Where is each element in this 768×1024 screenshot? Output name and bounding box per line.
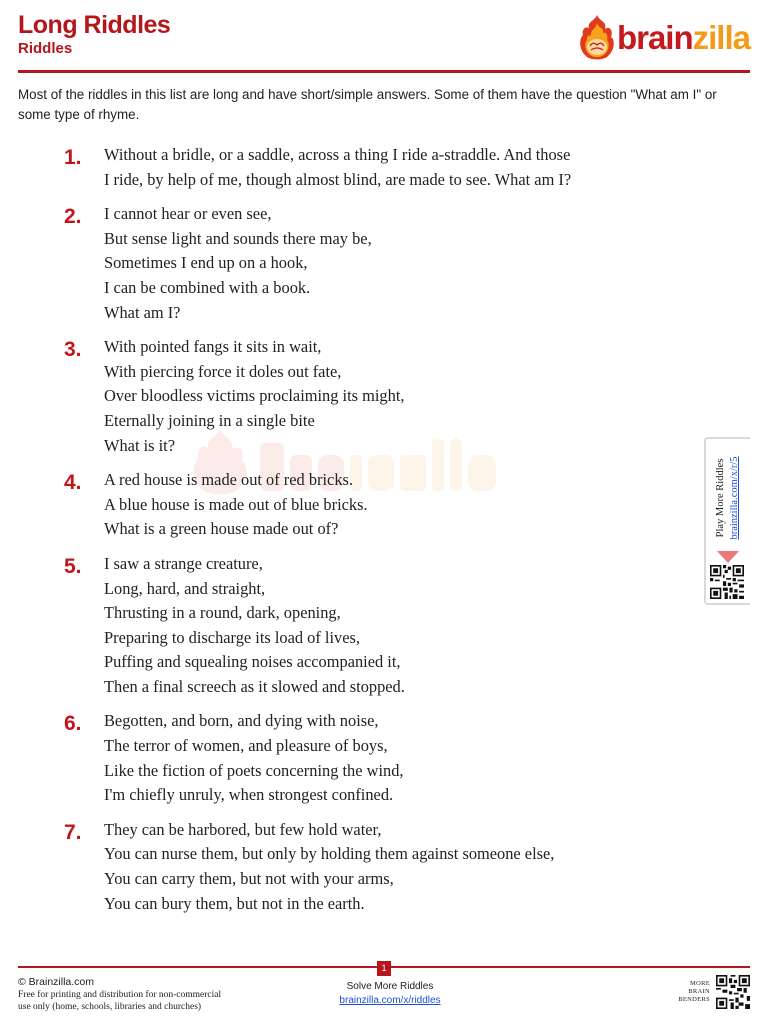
riddle-text [104, 202, 702, 325]
riddle-line: Then a final screech as it slowed and stopped. [104, 676, 405, 696]
page-title: Long Riddles [18, 11, 171, 39]
riddle-line: You can bury them, but not in the earth. [104, 893, 365, 913]
riddle-line: You can nurse them, but only by holding them against someone else, [104, 844, 555, 864]
riddle-text [104, 552, 702, 700]
riddle-line: Without a bridle, or a saddle, across a thing I ride a-straddle. And those [104, 145, 571, 164]
riddle-number: 1. [64, 146, 82, 169]
footer-solve-more [290, 980, 490, 1008]
logo-wordmark [617, 12, 750, 64]
play-more-label: Play More Riddles [715, 458, 726, 538]
riddle-line: A blue house is made out of blue bricks. [104, 494, 368, 514]
riddle-number: 6. [64, 712, 82, 736]
solve-more-link[interactable]: brainzilla.com/x/riddles [339, 995, 441, 1006]
more-line-3: BENDERS [678, 996, 710, 1003]
riddle-line: What am I? [104, 302, 181, 322]
footer-qr-code-icon[interactable] [716, 975, 750, 1009]
riddle-item [62, 552, 702, 700]
riddle-line: Begotten, and born, and dying with noise, [104, 711, 379, 731]
riddle-text [104, 143, 702, 192]
riddle-line: Sometimes I end up on a hook, [104, 253, 308, 273]
play-more-link[interactable]: brainzilla.com/x/r/5 [729, 456, 740, 540]
intro-text: Most of the riddles in this list are long and have short/simple answers. Some of them have the question "What am I" or some type of rhyme. [18, 87, 717, 122]
riddle-number: 2. [64, 205, 82, 229]
copyright-text: © Brainzilla.com [18, 976, 95, 988]
riddle-line: Preparing to discharge its load of lives, [104, 627, 360, 647]
page-number: 1 [377, 961, 391, 976]
page-subtitle: Riddles [18, 40, 73, 57]
riddle-line: A red house is made out of red bricks. [104, 470, 353, 490]
side-tab-text-block [710, 443, 746, 553]
more-line-2: BRAIN [688, 988, 710, 995]
solve-more-label: Solve More Riddles [346, 981, 434, 992]
header-divider [18, 70, 750, 73]
more-brain-benders-label [678, 980, 710, 1004]
riddle-text [104, 335, 702, 458]
riddle-line: Thrusting in a round, dark, opening, [104, 603, 341, 623]
riddle-item [62, 202, 702, 325]
riddle-item [62, 709, 702, 807]
riddle-line: What is it? [104, 435, 176, 455]
riddle-text [104, 818, 702, 916]
riddle-line: With piercing force it doles out fate, [104, 361, 342, 381]
brainzilla-logo[interactable] [577, 12, 750, 64]
logo-word-brain: brain [616, 19, 693, 56]
riddle-line: What is a green house made out of? [104, 519, 339, 539]
page-header [18, 10, 750, 72]
play-more-riddles-tab[interactable] [704, 437, 750, 605]
more-brain-benders[interactable] [678, 972, 750, 1012]
footer-copyright-block [18, 975, 278, 1013]
riddle-number: 4. [64, 471, 82, 495]
riddle-line: I can be combined with a book. [104, 277, 311, 297]
riddle-line: Over bloodless victims proclaiming its might, [104, 386, 405, 406]
riddle-line: They can be harbored, but few hold water, [104, 819, 382, 839]
riddle-number: 5. [64, 554, 82, 578]
riddle-text [104, 468, 702, 542]
logo-word-zilla: zilla [692, 19, 750, 56]
riddle-line: I'm chiefly unruly, when strongest confined. [104, 785, 394, 805]
riddle-line: But sense light and sounds there may be, [104, 228, 372, 248]
more-line-1: MORE [690, 980, 710, 987]
riddle-item [62, 143, 702, 192]
side-tab-text [714, 456, 742, 539]
riddle-item [62, 335, 702, 458]
riddle-number: 7. [64, 820, 82, 844]
riddle-line: Long, hard, and straight, [104, 578, 266, 598]
riddle-item [62, 468, 702, 542]
riddle-line: I ride, by help of me, though almost blind, are made to see. What am I? [104, 169, 572, 189]
riddle-line: Like the fiction of poets concerning the wind, [104, 760, 404, 780]
riddle-line: With pointed fangs it sits in wait, [104, 337, 322, 357]
riddle-item [62, 818, 702, 916]
arrow-down-icon [717, 551, 739, 563]
riddle-list [62, 143, 702, 926]
license-line-2: use only (home, schools, libraries and churches) [18, 1002, 202, 1012]
qr-code-icon[interactable] [710, 565, 744, 599]
riddle-line: I cannot hear or even see, [104, 204, 272, 224]
riddle-line: I saw a strange creature, [104, 553, 263, 573]
riddle-line: Puffing and squealing noises accompanied it, [104, 652, 401, 672]
riddle-number: 3. [64, 338, 82, 362]
flame-brain-icon [577, 13, 617, 63]
riddle-line: The terror of women, and pleasure of boys, [104, 736, 388, 756]
riddle-line: You can carry them, but not with your arms, [104, 869, 394, 889]
riddle-text [104, 709, 702, 807]
license-line-1: Free for printing and distribution for non-commercial [18, 990, 222, 1000]
riddle-line: Eternally joining in a single bite [104, 410, 315, 430]
